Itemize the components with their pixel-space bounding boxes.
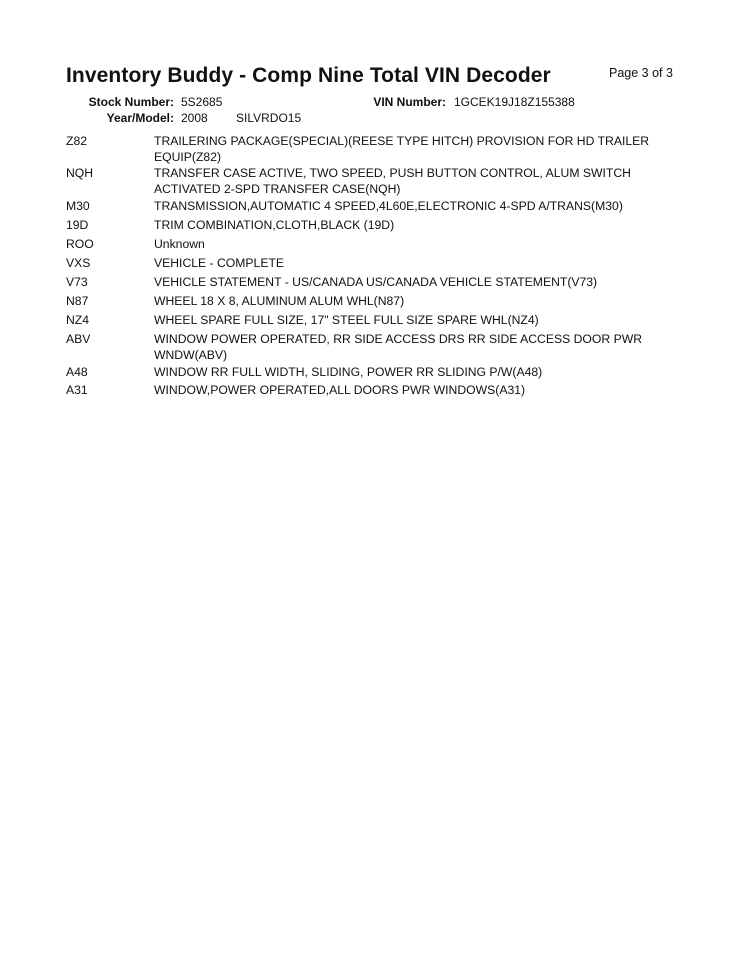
year-model-label: Year/Model: xyxy=(106,111,174,125)
option-code: ABV xyxy=(66,332,91,346)
option-description: TRIM COMBINATION,CLOTH,BLACK (19D) xyxy=(154,218,395,232)
option-description: VEHICLE - COMPLETE xyxy=(154,256,285,270)
list-item xyxy=(66,331,696,364)
option-description: TRAILERING PACKAGE(SPECIAL)(REESE TYPE HITCH) PROVISION FOR HD TRAILER EQUIP(Z82) xyxy=(154,134,650,164)
option-description: Unknown xyxy=(154,237,205,251)
stock-number-label: Stock Number: xyxy=(88,95,174,109)
stock-number-value: 5S2685 xyxy=(181,95,223,109)
option-code-list xyxy=(66,133,696,400)
option-code: NQH xyxy=(66,166,94,180)
option-code: V73 xyxy=(66,275,88,289)
list-item xyxy=(66,274,696,293)
page-title: Inventory Buddy - Comp Nine Total VIN Decoder xyxy=(66,64,551,87)
option-code: N87 xyxy=(66,294,89,308)
option-code: ROO xyxy=(66,237,94,251)
list-item xyxy=(66,198,696,217)
vin-number-value: 1GCEK19J18Z155388 xyxy=(454,95,575,109)
list-item xyxy=(66,382,696,400)
page-number: Page 3 of 3 xyxy=(609,66,673,80)
option-code: 19D xyxy=(66,218,89,232)
option-description: WHEEL SPARE FULL SIZE, 17" STEEL FULL SIZE SPARE WHL(NZ4) xyxy=(154,313,539,327)
list-item xyxy=(66,312,696,331)
vin-number-label: VIN Number: xyxy=(373,95,446,109)
list-item xyxy=(66,165,696,198)
option-description: VEHICLE STATEMENT - US/CANADA US/CANADA VEHICLE STATEMENT(V73) xyxy=(154,275,598,289)
option-description: WHEEL 18 X 8, ALUMINUM ALUM WHL(N87) xyxy=(154,294,405,308)
option-description: WINDOW,POWER OPERATED,ALL DOORS PWR WINDOWS(A31) xyxy=(154,383,526,397)
option-code: VXS xyxy=(66,256,91,270)
list-item xyxy=(66,217,696,236)
option-code: NZ4 xyxy=(66,313,90,327)
option-description: TRANSFER CASE ACTIVE, TWO SPEED, PUSH BUTTON CONTROL, ALUM SWITCH ACTIVATED 2-SPD TRANSFER CASE(NQH) xyxy=(154,166,631,196)
option-description: WINDOW POWER OPERATED, RR SIDE ACCESS DRS RR SIDE ACCESS DOOR PWR WNDW(ABV) xyxy=(154,332,643,362)
list-item xyxy=(66,293,696,312)
option-description: TRANSMISSION,AUTOMATIC 4 SPEED,4L60E,ELECTRONIC 4-SPD A/TRANS(M30) xyxy=(154,199,623,213)
year-value: 2008 xyxy=(181,111,208,125)
option-code: A48 xyxy=(66,365,88,379)
option-description: WINDOW RR FULL WIDTH, SLIDING, POWER RR SLIDING P/W(A48) xyxy=(154,365,543,379)
model-value: SILVRDO15 xyxy=(236,111,302,125)
option-code: Z82 xyxy=(66,134,88,148)
option-code: A31 xyxy=(66,383,88,397)
list-item xyxy=(66,364,696,382)
list-item xyxy=(66,255,696,274)
option-code: M30 xyxy=(66,199,90,213)
list-item xyxy=(66,236,696,255)
list-item xyxy=(66,133,696,165)
